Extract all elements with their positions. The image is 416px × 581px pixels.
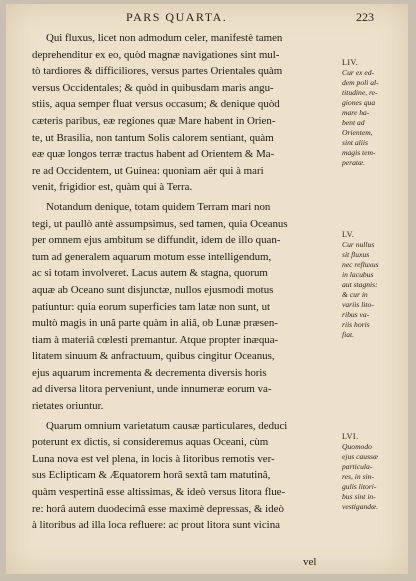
body-text [32, 30, 332, 534]
margin-note-line: particula- [342, 462, 373, 471]
text-line: Qui fluxus, licet non admodum celer, manifestè tamen [46, 32, 283, 44]
text-line: tum ad generalem aquarum motum esse intelligendum, [32, 250, 272, 263]
text-line: tò tardiores & difficiliores, versus partes Orientales quàm [32, 65, 283, 78]
text-line: te, ut Brasilia, non tantum Solis calorem sentiant, quàm [32, 131, 274, 144]
text-line: cæteris paribus, eæ regiones quæ Mare habent in Orien- [32, 114, 276, 127]
paragraph [32, 30, 332, 196]
margin-note-line: gulis litori- [342, 482, 377, 491]
text-line: quàm vespertinâ esse altissimas, & ideò versus litora flue- [32, 486, 286, 499]
text-line: re ad Occidentem, ut Guinea: quoniam aër qui à mari [32, 164, 264, 177]
text-line: deprehenditur ex eo, quòd magnæ navigationes sint mul- [32, 48, 280, 61]
margin-note-lv [342, 230, 404, 340]
margin-note-liv [342, 58, 404, 168]
paragraph [32, 199, 332, 415]
margin-note-line: bus sint in- [342, 492, 376, 501]
margin-note-line: magis tem- [342, 148, 376, 157]
text-line: rietates oriuntur. [32, 400, 104, 413]
text-line: re: horâ autem duodecimâ esse maximè depressas, & ideò [32, 502, 284, 515]
paragraph [32, 418, 332, 534]
running-title: PARS QUARTA. [126, 10, 228, 24]
text-line: Notandum denique, totam quidem Terram mari non [46, 200, 271, 213]
margin-note-line: peratæ. [342, 158, 365, 167]
book-page [6, 4, 408, 574]
margin-note-line: vestigandæ. [342, 502, 379, 511]
text-line: tiam à materiâ cœlesti premantur. Atque propter inæqua- [32, 333, 279, 346]
margin-note-line: ejus caussæ [342, 452, 379, 461]
margin-note-line: aut stagnis: [342, 280, 378, 289]
text-line: multò magis in unâ parte quàm in aliâ, ob Lunæ præsen- [32, 317, 278, 330]
margin-note-line: giones qua [342, 98, 376, 107]
margin-note-line: bent ad [342, 118, 365, 127]
text-line: venit, frigidior est, quàm qui à Terra. [32, 181, 193, 194]
text-line: patiuntur: quia eorum superficies tam latæ non sunt, ut [32, 300, 271, 313]
text-line: Luna nova est vel plena, in locis à litoribus remotis ver- [32, 452, 275, 465]
page-number: 223 [356, 10, 374, 24]
margin-note-line: res, in sin- [342, 472, 374, 481]
text-line: per omnem ejus ambitum se diffundit, idem de illo quan- [32, 234, 281, 247]
text-line: ac si totam involveret. Lacus autem & stagna, quorum [32, 267, 268, 280]
margin-note-line: riis horis [342, 320, 370, 329]
margin-note-line: fiat. [342, 330, 355, 339]
text-line: à litoribus ad illa loca refluere: ac prout litora sunt vicina [32, 519, 280, 532]
margin-note-line: Cur nullus [342, 240, 375, 249]
text-line: eæ quæ longos terræ tractus habent ad Orientem & Ma- [32, 148, 275, 161]
margin-note-line: sint aliis [342, 138, 368, 147]
margin-note-number: LIV. [342, 58, 359, 67]
text-line: versus Occidentales; & quòd in quibusdam maris angu- [32, 81, 274, 94]
text-line: ejus aquarum incrementa & decrementa diversis horis [32, 366, 267, 379]
text-line: stiis, aqua semper fluat versus occasum; & denique quòd [32, 98, 280, 111]
margin-note-line: in lacubus [342, 270, 374, 279]
margin-note-line: mare ha- [342, 108, 370, 117]
text-line: poterunt ex dictis, si consideremus aquas Oceani, cùm [32, 436, 269, 449]
catchword: vel [303, 556, 317, 568]
text-line: Quarum omnium varietatum causæ particulares, deduci [46, 419, 288, 432]
margin-note-number: LV. [342, 230, 355, 239]
text-line: tegi, ut paullò antè assumpsimus, sed tamen, quia Oceanus [32, 217, 288, 230]
margin-note-line: Quomodo [342, 442, 372, 451]
text-line: sus Eclipticam & Æquatorem horâ sextâ tam matutinâ, [32, 469, 271, 482]
text-line: aquæ ab Oceano sunt disjunctæ, nullos ejusmodi motus [32, 283, 274, 296]
margin-note-line: ribus va- [342, 310, 370, 319]
margin-note-line: & cur in [342, 290, 368, 299]
page-header [6, 10, 408, 26]
margin-note-line: Cur ex ed- [342, 68, 375, 77]
margin-note-number: LVI. [342, 432, 359, 441]
margin-note-line: sit fluxus [342, 250, 370, 259]
margin-note-line: titudine, re- [342, 88, 378, 97]
margin-note-lvi [342, 432, 404, 512]
text-line: ad diversa litora perveniunt, unde innumeræ eorum va- [32, 383, 272, 396]
margin-note-line: nec refluxus [342, 260, 379, 269]
text-line: litatem sinuum & anfractuum, quibus cingitur Oceanus, [32, 350, 275, 363]
margin-note-line: variis lito- [342, 300, 374, 309]
margin-note-line: dem poli al- [342, 78, 379, 87]
margin-note-line: Orientem, [342, 128, 373, 137]
